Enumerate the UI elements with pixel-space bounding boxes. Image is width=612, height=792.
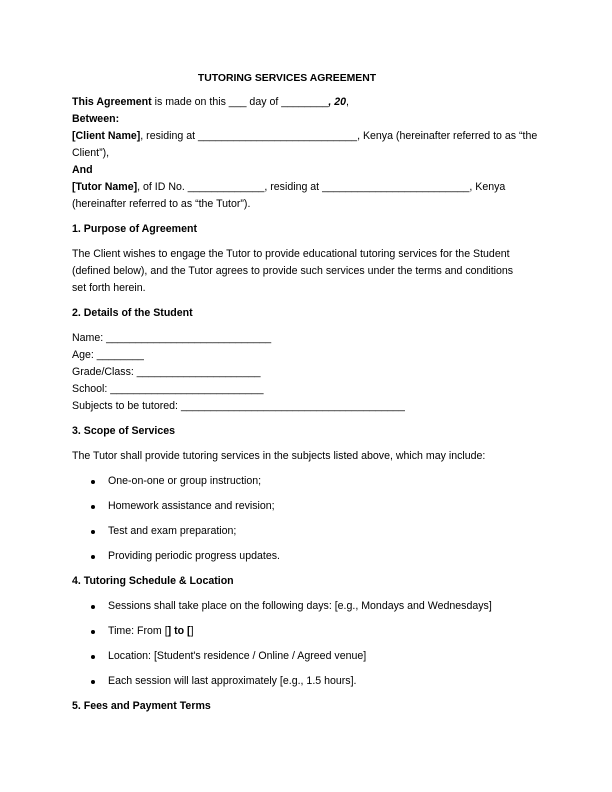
student-subjects-field: Subjects to be tutored: ______________________________________ <box>72 400 405 412</box>
document-body <box>72 70 542 715</box>
list-item: Location: [Student's residence / Online / Agreed venue] <box>72 648 542 665</box>
section-1-text-line-2: (defined below), and the Tutor agrees to provide such services under the terms and conditions <box>72 265 514 277</box>
list-item: Sessions shall take place on the following days: [e.g., Mondays and Wednesdays] <box>72 598 542 615</box>
section-3-text: The Tutor shall provide tutoring services in the subjects listed above, which may include: <box>72 450 486 462</box>
section-2-heading: 2. Details of the Student <box>72 307 193 319</box>
tutor-party-cont: (hereinafter referred to as “the Tutor”). <box>72 198 251 210</box>
list-item: Test and exam preparation; <box>72 523 542 540</box>
document-title: TUTORING SERVICES AGREEMENT <box>197 73 377 84</box>
section-1-text-line-3: set forth herein. <box>72 282 146 294</box>
intro-line <box>72 94 542 111</box>
bullet-icon <box>91 480 95 484</box>
scope-list <box>72 473 542 565</box>
date-blanks: is made on this ___ day of ________ <box>151 96 329 108</box>
intro-comma: , <box>346 96 349 108</box>
between-label: Between: <box>72 113 120 125</box>
list-item: Providing periodic progress updates. <box>72 548 542 565</box>
student-grade-field: Grade/Class: _____________________ <box>72 366 261 378</box>
section-4-heading: 4. Tutoring Schedule & Location <box>72 575 234 587</box>
bullet-icon <box>91 655 95 659</box>
and-label: And <box>72 164 93 176</box>
list-item: One-on-one or group instruction; <box>72 473 542 490</box>
client-name-placeholder: [Client Name] <box>72 130 141 142</box>
student-name-field: Name: ____________________________ <box>72 332 272 344</box>
client-party: [Client Name], residing at ___________________________, Kenya (hereinafter referred to as “the <box>72 130 538 142</box>
tutor-party: [Tutor Name], of ID No. _____________, residing at _________________________, Kenya <box>72 181 506 193</box>
schedule-list <box>72 598 542 690</box>
agreement-label: This Agreement <box>72 96 152 108</box>
section-1-heading: 1. Purpose of Agreement <box>72 223 197 235</box>
bullet-icon <box>91 530 95 534</box>
tutor-name-placeholder: [Tutor Name] <box>72 181 138 193</box>
bullet-icon <box>91 630 95 634</box>
section-3-heading: 3. Scope of Services <box>72 425 176 437</box>
list-item: Each session will last approximately [e.g., 1.5 hours]. <box>72 673 542 690</box>
bullet-icon <box>91 680 95 684</box>
bullet-icon <box>91 505 95 509</box>
bullet-icon <box>91 605 95 609</box>
list-item: Homework assistance and revision; <box>72 498 542 515</box>
year-prefix: , 20 <box>328 96 347 108</box>
section-5-heading: 5. Fees and Payment Terms <box>72 700 211 712</box>
section-1-text-line-1: The Client wishes to engage the Tutor to provide educational tutoring services for the Student <box>72 248 510 260</box>
bullet-icon <box>91 555 95 559</box>
list-item: Time: From [] to [] <box>72 623 542 640</box>
student-school-field: School: __________________________ <box>72 383 264 395</box>
client-party-cont: Client”), <box>72 147 110 159</box>
student-age-field: Age: ________ <box>72 349 144 361</box>
